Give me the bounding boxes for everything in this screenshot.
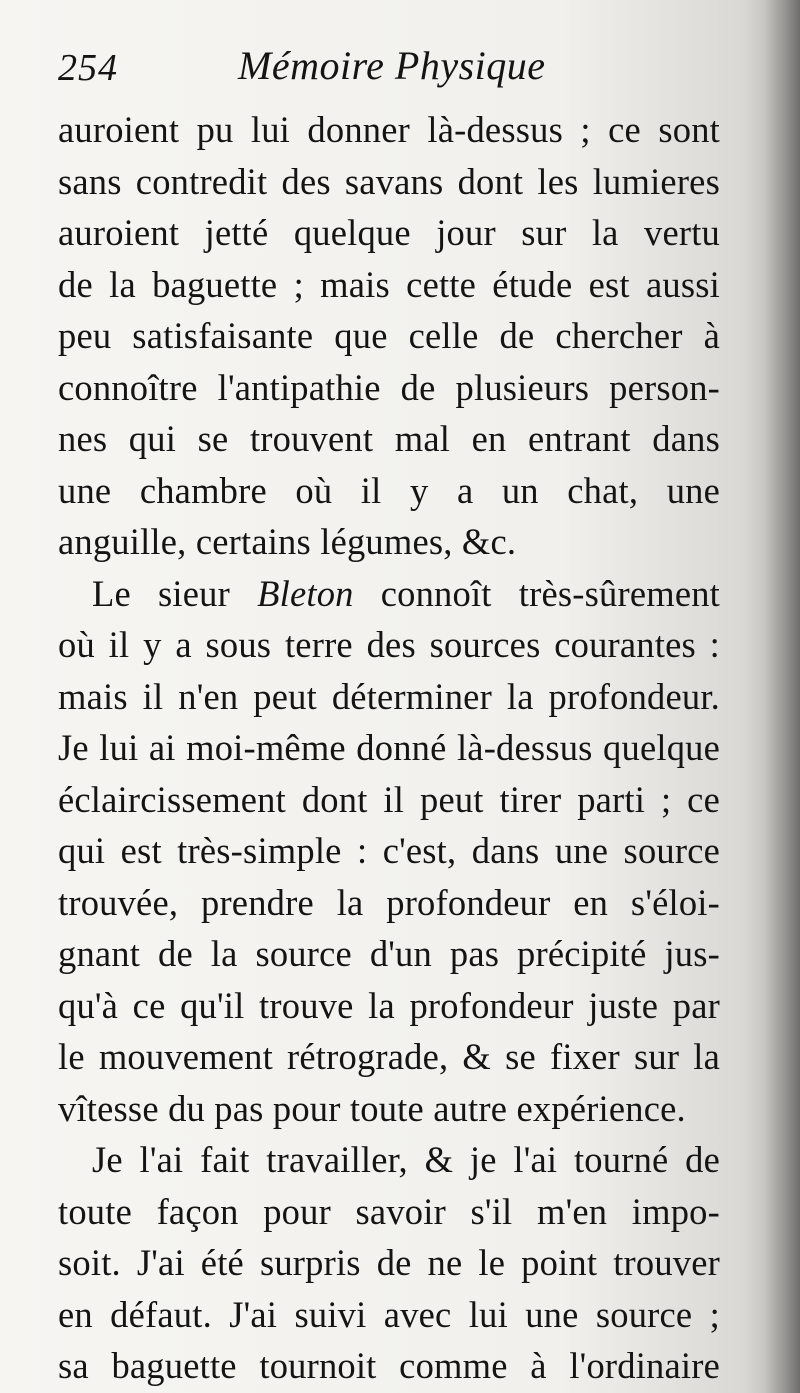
text-line: soit. J'ai été surpris de ne le point trouver	[58, 1242, 720, 1283]
page-edge-shadow	[764, 0, 800, 1393]
text-line: mais il n'en peut déterminer la profondeur.	[58, 675, 720, 717]
text-fragment: connoît très-sûrement	[353, 572, 721, 614]
text-line: toute façon pour savoir s'il m'en impo-	[58, 1190, 720, 1232]
text-line: trouvée, prendre la profondeur en s'éloi-	[58, 881, 720, 923]
text-line: auroient pu lui donner là-dessus ; ce sont	[58, 109, 720, 150]
person-name: Bleton	[257, 572, 354, 614]
running-title: Mémoire Physique	[238, 43, 546, 88]
text-line: vîtesse du pas pour toute autre expérience.	[58, 1087, 686, 1129]
text-line: connoître l'antipathie de plusieurs person-	[58, 366, 720, 408]
text-fragment: Le sieur	[92, 572, 258, 614]
text-line: Je l'ai fait travailler, & je l'ai tourné de	[92, 1139, 720, 1180]
text-line: où il y a sous terre des sources courantes :	[58, 624, 720, 665]
text-line: Je lui ai moi-même donné là-dessus quelque	[58, 727, 720, 768]
text-line: le mouvement rétrograde, & se fixer sur la	[58, 1036, 720, 1077]
text-line: en défaut. J'ai suivi avec lui une source ;	[58, 1293, 720, 1335]
text-line: auroient jetté quelque jour sur la vertu	[58, 212, 720, 253]
text-line-with-name	[58, 568, 720, 620]
text-line: sa baguette tournoit comme à l'ordinaire	[58, 1345, 720, 1386]
text-line: éclaircissement dont il peut tirer parti ; ce	[58, 778, 720, 820]
text-line: de la baguette ; mais cette étude est aussi	[58, 263, 720, 305]
text-line: qui est très-simple : c'est, dans une source	[58, 830, 720, 871]
text-line: une chambre où il y a un chat, une	[58, 469, 720, 511]
text-line: nes qui se trouvent mal en entrant dans	[58, 418, 720, 459]
text-line: qu'à ce qu'il trouve la profondeur juste par	[58, 984, 720, 1026]
text-line: peu satisfaisante que celle de chercher à	[58, 315, 720, 356]
text-line: anguille, certains légumes, &c.	[58, 521, 517, 562]
page-number: 254	[58, 47, 118, 89]
text-line: gnant de la source d'un pas précipité jus-	[58, 933, 720, 974]
page-header	[58, 38, 718, 98]
text-line: sans contredit des savans dont les lumieres	[58, 160, 720, 202]
body-text	[58, 104, 720, 1392]
